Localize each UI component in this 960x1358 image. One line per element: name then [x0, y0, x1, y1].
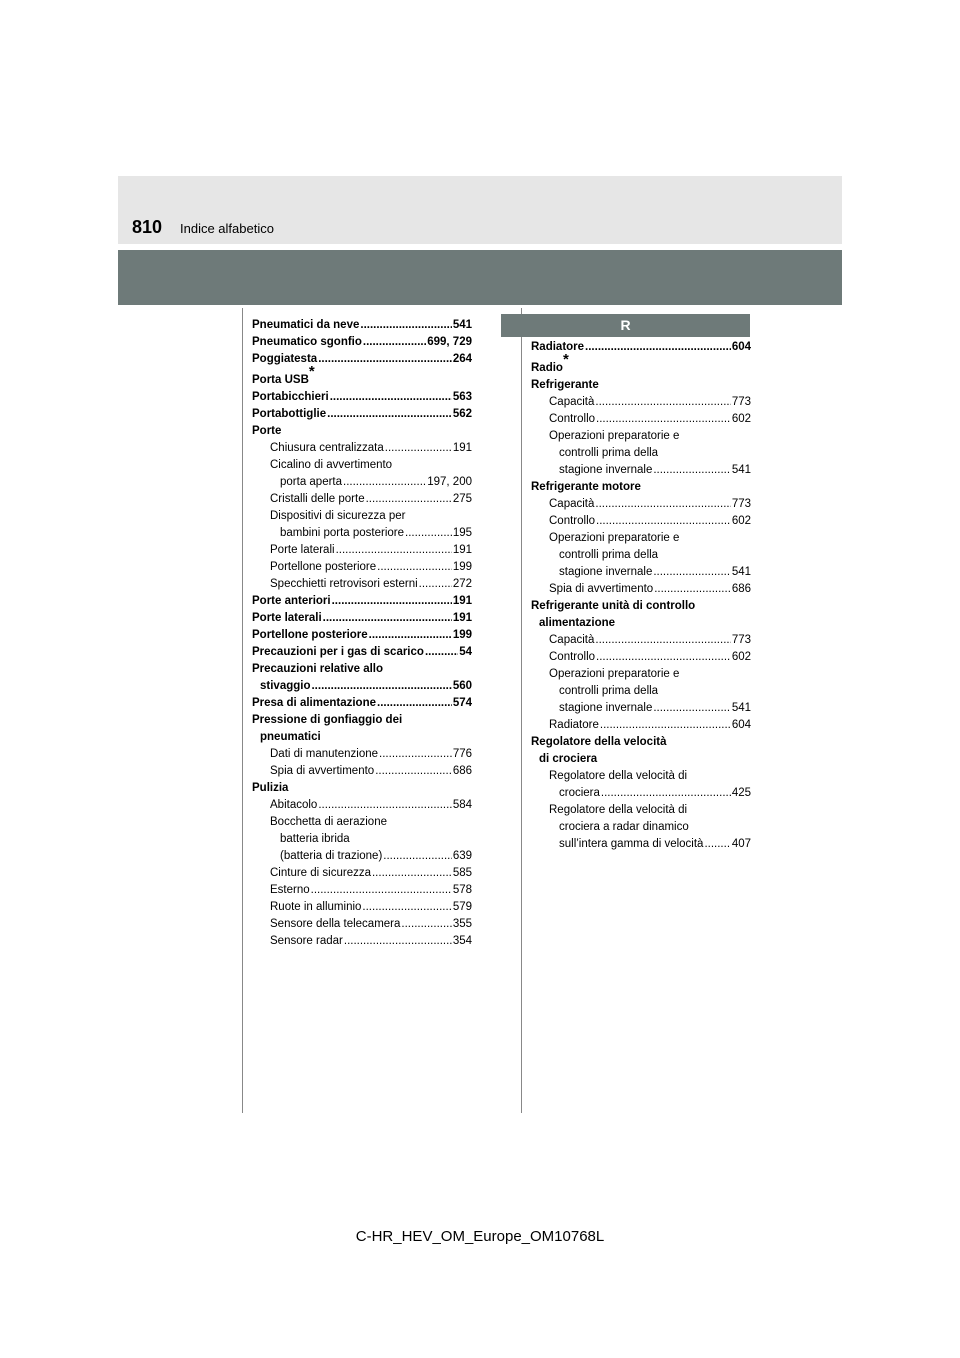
dot-leader: [653, 700, 730, 717]
index-entry-term: Porte: [252, 425, 282, 437]
index-entry-term: porta aperta: [280, 476, 343, 488]
index-entry-term: controlli prima della: [559, 447, 659, 459]
dot-leader: [372, 865, 452, 882]
index-entry: [252, 916, 472, 933]
index-entry: [531, 394, 751, 411]
index-entry-term: controlli prima della: [559, 685, 659, 697]
dot-leader: [330, 389, 452, 406]
index-entry-page: 563: [452, 391, 472, 403]
dot-leader: [318, 797, 452, 814]
index-entry-page: 578: [452, 884, 472, 896]
dot-leader: [385, 440, 452, 457]
index-entry: [531, 751, 751, 768]
index-entry-term: stagione invernale: [559, 566, 653, 578]
index-entry: [531, 581, 751, 598]
index-entry-page: 199: [452, 561, 472, 573]
index-entry-term: Portabicchieri: [252, 391, 329, 403]
dot-leader: [401, 916, 451, 933]
dot-leader: [596, 411, 731, 428]
index-entry-page: 541: [731, 566, 751, 578]
index-entry-term: Regolatore della velocità di: [549, 770, 688, 782]
index-entry: [531, 615, 751, 632]
index-entry: [252, 644, 472, 661]
dot-leader: [375, 763, 452, 780]
index-entry-page: 686: [731, 583, 751, 595]
index-entry-page: 602: [731, 651, 751, 663]
dot-leader: [318, 351, 452, 368]
index-entry: [252, 763, 472, 780]
index-entry-page: 686: [452, 765, 472, 777]
index-entry: [252, 678, 472, 695]
index-column-right: [531, 339, 751, 853]
index-entry-page: 585: [452, 867, 472, 879]
index-entry-term: stagione invernale: [559, 702, 653, 714]
index-entry-term: Controllo: [549, 413, 596, 425]
index-entry-term: Capacità: [549, 498, 595, 510]
index-entry: [531, 496, 751, 513]
index-entry-term: Spia di avvertimento: [549, 583, 654, 595]
index-entry-term: Refrigerante motore: [531, 481, 641, 493]
dot-leader: [336, 542, 452, 559]
index-entry-term: Presa di alimentazione: [252, 697, 376, 709]
index-entry-term: stagione invernale: [559, 464, 653, 476]
index-entry-term: Esterno: [270, 884, 310, 896]
index-entry-term: pneumatici: [260, 731, 321, 743]
index-entry-page: 639: [452, 850, 472, 862]
index-entry-page: 574: [452, 697, 472, 709]
index-entry-term: Radiatore: [531, 341, 585, 353]
dot-leader: [704, 836, 730, 853]
dot-leader: [362, 899, 451, 916]
index-entry-term: Cristalli delle porte: [270, 493, 365, 505]
index-entry: [531, 819, 751, 836]
index-entry: [252, 814, 472, 831]
asterisk-mark: *: [308, 363, 315, 381]
index-entry-page: 407: [731, 838, 751, 850]
index-entry-page: 191: [452, 595, 472, 607]
index-entry-term: Pneumatico sgonfio: [252, 336, 362, 348]
index-entry-term: crociera a radar dinamico: [559, 821, 689, 833]
index-entry: [531, 445, 751, 462]
index-entry-page: 195: [452, 527, 472, 539]
dot-leader: [585, 339, 731, 356]
index-entry-term: batteria ibrida: [280, 833, 350, 845]
index-entry-page: 602: [731, 515, 751, 527]
index-entry: [531, 598, 751, 615]
index-entry: [531, 547, 751, 564]
index-entry-term: Poggiatesta: [252, 353, 318, 365]
index-entry: [252, 525, 472, 542]
index-entry: [531, 666, 751, 683]
index-entry-page: 541: [731, 702, 751, 714]
index-entry: [252, 780, 472, 797]
index-entry-term: Porte laterali: [270, 544, 335, 556]
index-entry-term: Operazioni preparatorie e: [549, 668, 680, 680]
index-entry: [531, 632, 751, 649]
dot-leader: [327, 406, 452, 423]
index-entry-term: Capacità: [549, 396, 595, 408]
index-entry: [531, 785, 751, 802]
index-entry-page: 275: [452, 493, 472, 505]
index-entry-page: 264: [452, 353, 472, 365]
index-entry-page: 602: [731, 413, 751, 425]
dot-leader: [653, 462, 730, 479]
index-entry-page: 541: [452, 319, 472, 331]
dot-leader: [377, 695, 452, 712]
index-entry-term: Porta USB: [252, 374, 309, 386]
index-entry-term: Controllo: [549, 651, 596, 663]
index-entry: [252, 406, 472, 423]
index-entry-term: Dispositivi di sicurezza per: [270, 510, 406, 522]
index-entry: [252, 627, 472, 644]
dot-leader: [601, 785, 731, 802]
index-entry-page: 560: [452, 680, 472, 692]
index-entry-term: Refrigerante unità di controllo: [531, 600, 696, 612]
index-entry-term: sull’intera gamma di velocità: [559, 838, 704, 850]
index-entry: [531, 802, 751, 819]
index-entry: [252, 351, 472, 368]
index-entry: [252, 661, 472, 678]
dot-leader: [343, 474, 426, 491]
index-entry: [252, 797, 472, 814]
page-number: 810: [132, 217, 163, 237]
index-entry: [252, 389, 472, 406]
dot-leader: [596, 649, 731, 666]
index-entry: [252, 576, 472, 593]
index-entry-page: 197, 200: [427, 476, 472, 488]
index-column-left: [252, 317, 472, 950]
dot-leader: [600, 717, 731, 734]
index-entry-page: 584: [452, 799, 472, 811]
index-entry: [252, 848, 472, 865]
index-entry-page: 604: [731, 341, 751, 353]
index-entry-term: Refrigerante: [531, 379, 599, 391]
index-entry: [531, 649, 751, 666]
index-entry: [531, 717, 751, 734]
index-entry: [252, 363, 472, 389]
dot-leader: [595, 496, 730, 513]
dot-leader: [369, 627, 452, 644]
dot-leader: [377, 559, 452, 576]
index-entry-page: 191: [452, 544, 472, 556]
index-entry: [531, 479, 751, 496]
index-entry-term: Porte laterali: [252, 612, 322, 624]
index-entry-term: Sensore radar: [270, 935, 343, 947]
index-entry: [252, 610, 472, 627]
index-entry-term: Pulizia: [252, 782, 289, 794]
index-entry-page: 541: [731, 464, 751, 476]
index-entry-term: Pneumatici da neve: [252, 319, 360, 331]
document-footer: C-HR_HEV_OM_Europe_OM10768L: [355, 1228, 605, 1245]
index-entry-term: Precauzioni per i gas di scarico: [252, 646, 424, 658]
index-entry-term: Sensore della telecamera: [270, 918, 401, 930]
index-entry-page: 604: [731, 719, 751, 731]
index-entry-term: Ruote in alluminio: [270, 901, 362, 913]
index-entry-term: Abitacolo: [270, 799, 318, 811]
asterisk-mark: *: [562, 351, 569, 369]
header-band: [118, 250, 842, 305]
index-entry-term: alimentazione: [539, 617, 616, 629]
index-entry-term: Radiatore: [549, 719, 599, 731]
index-entry-term: Porte anteriori: [252, 595, 331, 607]
index-entry-term: Specchietti retrovisori esterni: [270, 578, 418, 590]
index-entry: [252, 593, 472, 610]
index-entry-term: Pressione di gonfiaggio dei: [252, 714, 403, 726]
right-column-divider: [521, 308, 522, 1113]
dot-leader: [425, 644, 458, 661]
index-entry-term: (batteria di trazione): [280, 850, 383, 862]
index-entry: [252, 712, 472, 729]
dot-leader: [323, 610, 452, 627]
dot-leader: [360, 317, 451, 334]
index-entry-term: controlli prima della: [559, 549, 659, 561]
index-entry-page: 272: [452, 578, 472, 590]
index-entry-term: Regolatore della velocità: [531, 736, 667, 748]
index-entry-term: Spia di avvertimento: [270, 765, 375, 777]
index-entry-page: 562: [452, 408, 472, 420]
index-entry: [252, 695, 472, 712]
index-entry-term: Precauzioni relative allo: [252, 663, 384, 675]
index-entry-term: Operazioni preparatorie e: [549, 532, 680, 544]
index-entry: [531, 351, 751, 377]
index-entry-page: 773: [731, 396, 751, 408]
index-entry-page: 425: [731, 787, 751, 799]
index-entry: [252, 334, 472, 351]
section-letter-r: R: [501, 314, 750, 337]
index-entry: [252, 423, 472, 440]
index-entry-page: 354: [452, 935, 472, 947]
index-entry: [531, 411, 751, 428]
index-entry: [252, 317, 472, 334]
index-entry-term: Chiusura centralizzata: [270, 442, 384, 454]
index-entry: [252, 474, 472, 491]
index-entry: [252, 457, 472, 474]
index-entry: [531, 700, 751, 717]
index-entry-page: 54: [459, 646, 472, 658]
dot-leader: [383, 848, 452, 865]
index-entry-term: stivaggio: [260, 680, 311, 692]
index-entry: [252, 559, 472, 576]
index-entry-term: Portabottiglie: [252, 408, 327, 420]
index-entry: [531, 734, 751, 751]
dot-leader: [419, 576, 452, 593]
index-entry-term: Capacità: [549, 634, 595, 646]
index-entry-term: Radio: [531, 362, 563, 374]
index-entry-term: Operazioni preparatorie e: [549, 430, 680, 442]
index-entry-page: 199: [452, 629, 472, 641]
index-entry: [531, 564, 751, 581]
dot-leader: [332, 593, 452, 610]
dot-leader: [405, 525, 452, 542]
dot-leader: [653, 564, 730, 581]
index-entry: [252, 882, 472, 899]
index-entry: [252, 831, 472, 848]
index-entry: [252, 491, 472, 508]
index-entry: [252, 899, 472, 916]
index-entry: [531, 768, 751, 785]
index-entry-term: bambini porta posteriore: [280, 527, 405, 539]
dot-leader: [363, 334, 426, 351]
index-entry: [252, 933, 472, 950]
index-entry-page: 699, 729: [427, 336, 472, 348]
index-entry-term: di crociera: [539, 753, 598, 765]
index-entry-term: Portellone posteriore: [270, 561, 377, 573]
dot-leader: [344, 933, 452, 950]
dot-leader: [311, 882, 452, 899]
section-title: Indice alfabetico: [180, 221, 274, 236]
index-entry: [531, 513, 751, 530]
index-entry-term: Cinture di sicurezza: [270, 867, 371, 879]
index-entry: [252, 440, 472, 457]
dot-leader: [654, 581, 731, 598]
dot-leader: [311, 678, 451, 695]
left-column-divider: [242, 308, 243, 1113]
index-entry-term: Bocchetta di aerazione: [270, 816, 387, 828]
index-entry: [531, 836, 751, 853]
index-entry-page: 776: [452, 748, 472, 760]
index-entry-term: Regolatore della velocità di: [549, 804, 688, 816]
dot-leader: [595, 632, 730, 649]
index-entry: [531, 377, 751, 394]
page-header: [118, 176, 842, 244]
index-entry-term: Portellone posteriore: [252, 629, 368, 641]
dot-leader: [595, 394, 730, 411]
index-entry-page: 773: [731, 634, 751, 646]
index-entry: [252, 729, 472, 746]
index-entry: [531, 428, 751, 445]
index-entry-term: Controllo: [549, 515, 596, 527]
index-entry-page: 579: [452, 901, 472, 913]
index-entry: [531, 530, 751, 547]
index-entry: [252, 542, 472, 559]
index-entry-page: 191: [452, 442, 472, 454]
index-entry-page: 773: [731, 498, 751, 510]
index-entry: [252, 865, 472, 882]
index-entry: [531, 683, 751, 700]
dot-leader: [379, 746, 452, 763]
index-entry-page: 191: [452, 612, 472, 624]
index-entry: [531, 462, 751, 479]
dot-leader: [366, 491, 452, 508]
index-entry: [252, 508, 472, 525]
index-entry-page: 355: [452, 918, 472, 930]
index-entry-term: crociera: [559, 787, 600, 799]
dot-leader: [596, 513, 731, 530]
index-entry-term: Dati di manutenzione: [270, 748, 379, 760]
index-entry: [252, 746, 472, 763]
index-entry-term: Cicalino di avvertimento: [270, 459, 393, 471]
